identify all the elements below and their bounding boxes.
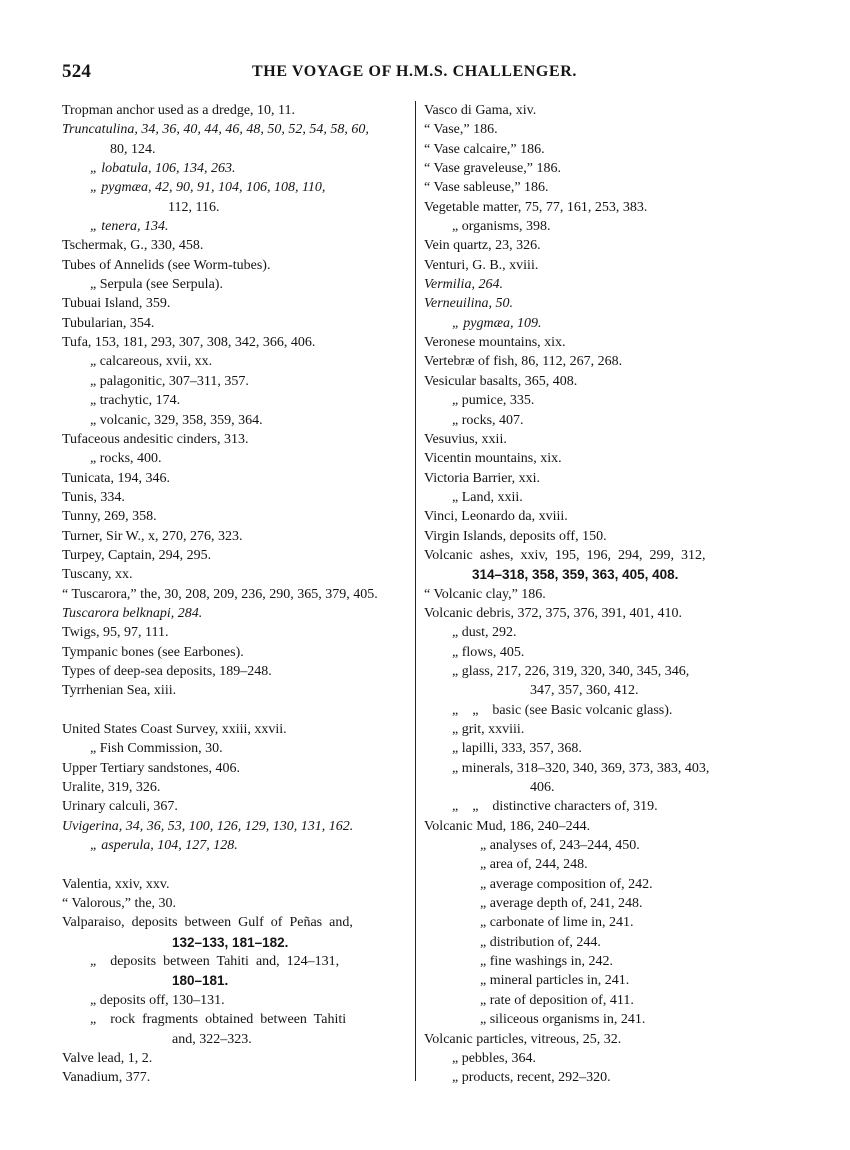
index-subentry: „ flows, 405.: [452, 644, 525, 660]
index-entry: Vertebræ of fish, 86, 112, 267, 268.: [424, 354, 623, 370]
index-entry: Vein quartz, 23, 326.: [424, 238, 541, 254]
running-title: THE VOYAGE OF H.M.S. CHALLENGER.: [252, 63, 578, 80]
index-entry: “ Tuscarora,” the, 30, 208, 209, 236, 290, 365, 379, 405.: [62, 586, 378, 602]
index-subentry: „ lobatula, 106, 134, 263.: [90, 161, 236, 177]
index-entry: Verneuilina, 50.: [424, 296, 514, 312]
index-entry: “ Vase calcaire,” 186.: [424, 141, 545, 157]
index-subentry: „ organisms, 398.: [452, 219, 551, 235]
index-entry-continuation: 132–133, 181–182.: [172, 934, 289, 950]
index-entry: Tunny, 269, 358.: [62, 509, 157, 525]
index-entry: Volcanic ashes, xxiv, 195, 196, 294, 299, 312,: [424, 547, 706, 563]
index-entry: Urinary calculi, 367.: [62, 799, 178, 815]
index-subentry: „ minerals, 318–320, 340, 369, 373, 383, 403,: [452, 760, 710, 776]
index-subentry: „ pygmæa, 42, 90, 91, 104, 106, 108, 110,: [90, 180, 326, 196]
index-subentry: „ siliceous organisms in, 241.: [480, 1012, 646, 1028]
index-entry: Volcanic debris, 372, 375, 376, 391, 401, 410.: [424, 605, 682, 621]
index-entry: Veronese mountains, xix.: [424, 335, 566, 351]
index-subentry: „ rate of deposition of, 411.: [480, 992, 634, 1008]
index-entry: Tubularian, 354.: [62, 315, 155, 331]
index-subentry: „ grit, xxviii.: [452, 722, 525, 737]
index-subentry: „ lapilli, 333, 357, 368.: [452, 741, 582, 757]
index-entry: Turner, Sir W., x, 270, 276, 323.: [62, 528, 243, 544]
index-entry-continuation: 347, 357, 360, 412.: [530, 683, 639, 699]
index-entry: Tunicata, 194, 346.: [62, 470, 170, 486]
index-entry: Tufaceous andesitic cinders, 313.: [62, 431, 249, 447]
index-subentry: „ asperula, 104, 127, 128.: [90, 838, 238, 854]
index-entry: Tunis, 334.: [62, 489, 125, 505]
index-subentry: „ analyses of, 243–244, 450.: [480, 838, 640, 854]
index-entry: Virgin Islands, deposits off, 150.: [424, 528, 607, 544]
index-column-right: [424, 101, 796, 1088]
index-entry: Tufa, 153, 181, 293, 307, 308, 342, 366, 406.: [62, 335, 316, 351]
index-subentry: „ pygmæa, 109.: [452, 315, 542, 331]
index-entry: Tympanic bones (see Earbones).: [62, 644, 244, 660]
index-entry: Venturi, G. B., xviii.: [424, 257, 539, 273]
index-entry: Tubuai Island, 359.: [62, 296, 171, 312]
index-subentry: „ glass, 217, 226, 319, 320, 340, 345, 346,: [452, 663, 690, 679]
index-entry: Vegetable matter, 75, 77, 161, 253, 383.: [424, 199, 648, 215]
index-entry-continuation: 112, 116.: [168, 199, 220, 215]
index-subentry: „ rock fragments obtained between Tahiti: [90, 1012, 347, 1028]
section-gap: [62, 855, 422, 874]
index-entry: Vesicular basalts, 365, 408.: [424, 373, 578, 389]
index-subentry: „ Fish Commission, 30.: [90, 741, 223, 757]
index-subentry: „ deposits off, 130–131.: [90, 992, 225, 1008]
index-entry: Tuscany, xx.: [62, 567, 133, 583]
index-subentry: „ products, recent, 292–320.: [452, 1070, 611, 1086]
index-entry-continuation: and, 322–323.: [172, 1031, 252, 1047]
index-entry: Truncatulina, 34, 36, 40, 44, 46, 48, 50, 52, 54, 58, 60,: [62, 122, 369, 138]
index-entry: “ Volcanic clay,” 186.: [424, 586, 546, 602]
index-subentry: „ rocks, 407.: [452, 412, 524, 428]
index-subentry: „ mineral particles in, 241.: [480, 973, 630, 989]
index-subentry: „ volcanic, 329, 358, 359, 364.: [90, 412, 263, 428]
index-entry: Valparaiso, deposits between Gulf of Peñas and,: [62, 915, 353, 931]
index-entry-continuation: 314–318, 358, 359, 363, 405, 408.: [472, 567, 679, 583]
index-entry: Tubes of Annelids (see Worm-tubes).: [62, 257, 271, 273]
index-subentry: „ calcareous, xvii, xx.: [90, 354, 213, 370]
index-subentry: „ dust, 292.: [452, 625, 517, 641]
index-subentry: „ rocks, 400.: [90, 451, 162, 467]
index-subentry: „ pumice, 335.: [452, 393, 535, 409]
index-entry: Volcanic particles, vitreous, 25, 32.: [424, 1031, 622, 1047]
index-entry: “ Vase,” 186.: [424, 122, 498, 138]
index-subentry: „ Serpula (see Serpula).: [90, 277, 223, 293]
index-entry: Tuscarora belknapi, 284.: [62, 605, 203, 621]
index-entry: Volcanic Mud, 186, 240–244.: [424, 818, 591, 834]
page-header: [62, 61, 795, 87]
index-entry: Vanadium, 377.: [62, 1070, 151, 1086]
index-subentry: „ trachytic, 174.: [90, 393, 181, 409]
index-subentry: „ fine washings in, 242.: [480, 954, 613, 970]
index-entry: Upper Tertiary sandstones, 406.: [62, 760, 241, 776]
index-entry: Vicentin mountains, xix.: [424, 451, 562, 467]
index-subentry: „ carbonate of lime in, 241.: [480, 915, 634, 931]
index-entry: Vesuvius, xxii.: [424, 431, 507, 447]
index-entry: Vasco di Gama, xiv.: [424, 103, 537, 118]
index-entry: Tyrrhenian Sea, xiii.: [62, 683, 177, 699]
index-subentry: „ distribution of, 244.: [480, 934, 601, 950]
index-entry: Vermilia, 264.: [424, 277, 503, 293]
index-subentry: „ „ basic (see Basic volcanic glass).: [452, 702, 673, 718]
index-entry: Types of deep-sea deposits, 189–248.: [62, 663, 272, 679]
index-entry: Victoria Barrier, xxi.: [424, 470, 540, 486]
index-subentry: „ average composition of, 242.: [480, 876, 653, 892]
page-number: 524: [62, 61, 92, 82]
index-entry: United States Coast Survey, xxiii, xxvii.: [62, 722, 287, 737]
index-entry: Valve lead, 1, 2.: [62, 1050, 153, 1066]
index-entry: “ Vase sableuse,” 186.: [424, 180, 549, 196]
index-entry: “ Vase graveleuse,” 186.: [424, 161, 561, 177]
index-entry-continuation: 180–181.: [172, 973, 229, 989]
index-entry: Tropman anchor used as a dredge, 10, 11.: [62, 103, 296, 118]
section-gap: [62, 701, 422, 720]
index-subentry: „ Land, xxii.: [452, 489, 523, 505]
index-entry: “ Valorous,” the, 30.: [62, 896, 177, 912]
index-subentry: „ „ distinctive characters of, 319.: [452, 799, 658, 815]
index-entry: Turpey, Captain, 294, 295.: [62, 547, 212, 563]
index-subentry: „ area of, 244, 248.: [480, 857, 588, 873]
index-subentry: „ tenera, 134.: [90, 219, 169, 235]
index-entry: Vinci, Leonardo da, xviii.: [424, 509, 568, 525]
index-entry-continuation: 80, 124.: [110, 141, 156, 157]
index-entry: Tschermak, G., 330, 458.: [62, 238, 204, 254]
index-subentry: „ pebbles, 364.: [452, 1050, 536, 1066]
index-subentry: „ palagonitic, 307–311, 357.: [90, 373, 249, 389]
index-entry: Uvigerina, 34, 36, 53, 100, 126, 129, 130, 131, 162.: [62, 818, 354, 834]
index-subentry: „ average depth of, 241, 248.: [480, 896, 643, 912]
index-entry: Valentia, xxiv, xxv.: [62, 876, 170, 892]
index-subentry: „ deposits between Tahiti and, 124–131,: [90, 954, 340, 970]
index-entry: Twigs, 95, 97, 111.: [62, 625, 169, 641]
index-entry: Uralite, 319, 326.: [62, 780, 161, 796]
index-entry-continuation: 406.: [530, 780, 555, 796]
index-column-left: [62, 101, 422, 1088]
